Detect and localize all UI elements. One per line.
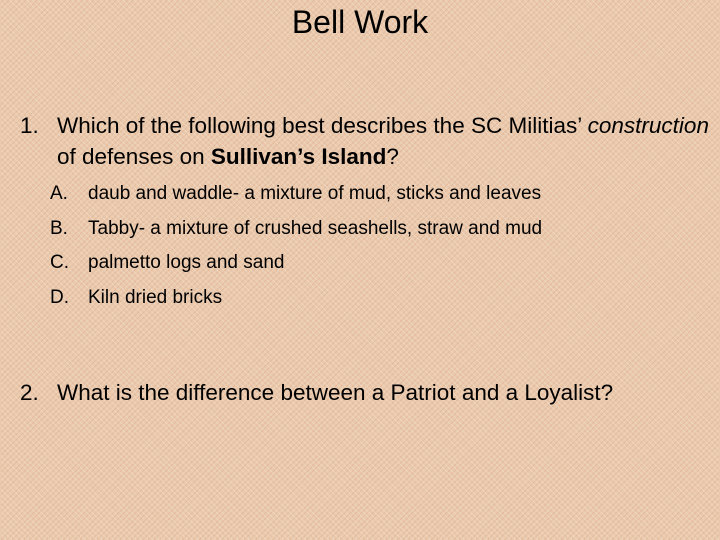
question-2-text: What is the difference between a Patriot and a Loyalist? bbox=[57, 380, 614, 405]
answer-option-letter: B. bbox=[50, 217, 68, 239]
answer-option-a bbox=[50, 177, 700, 212]
question-1-text-end: ? bbox=[386, 144, 399, 169]
answer-option-text: Tabby- a mixture of crushed seashells, straw and mud bbox=[88, 217, 543, 239]
question-1-bold-term: Sullivan’s Island bbox=[210, 144, 387, 169]
answer-option-letter: D. bbox=[50, 286, 69, 308]
question-1-number: 1. bbox=[20, 113, 39, 138]
question-2 bbox=[20, 377, 710, 408]
answer-option-text: Kiln dried bricks bbox=[88, 286, 223, 308]
question-1-text bbox=[57, 110, 710, 172]
question-1-text-start: Which of the following best describes the SC Militias’ bbox=[57, 113, 588, 138]
question-1-text-middle: of defenses on bbox=[57, 144, 211, 169]
question-1 bbox=[20, 110, 710, 172]
answer-option-c bbox=[50, 246, 700, 281]
answer-options-list bbox=[50, 177, 700, 315]
answer-option-text: daub and waddle- a mixture of mud, sticks and leaves bbox=[88, 183, 542, 204]
slide-title: Bell Work bbox=[291, 4, 429, 40]
answer-option-letter: A. bbox=[50, 183, 68, 204]
question-1-italic-term: construction bbox=[587, 113, 709, 138]
answer-option-text: palmetto logs and sand bbox=[88, 252, 285, 273]
answer-option-b bbox=[50, 212, 700, 247]
question-2-number: 2. bbox=[20, 380, 39, 405]
answer-option-letter: C. bbox=[50, 252, 69, 273]
answer-option-d bbox=[50, 281, 700, 316]
